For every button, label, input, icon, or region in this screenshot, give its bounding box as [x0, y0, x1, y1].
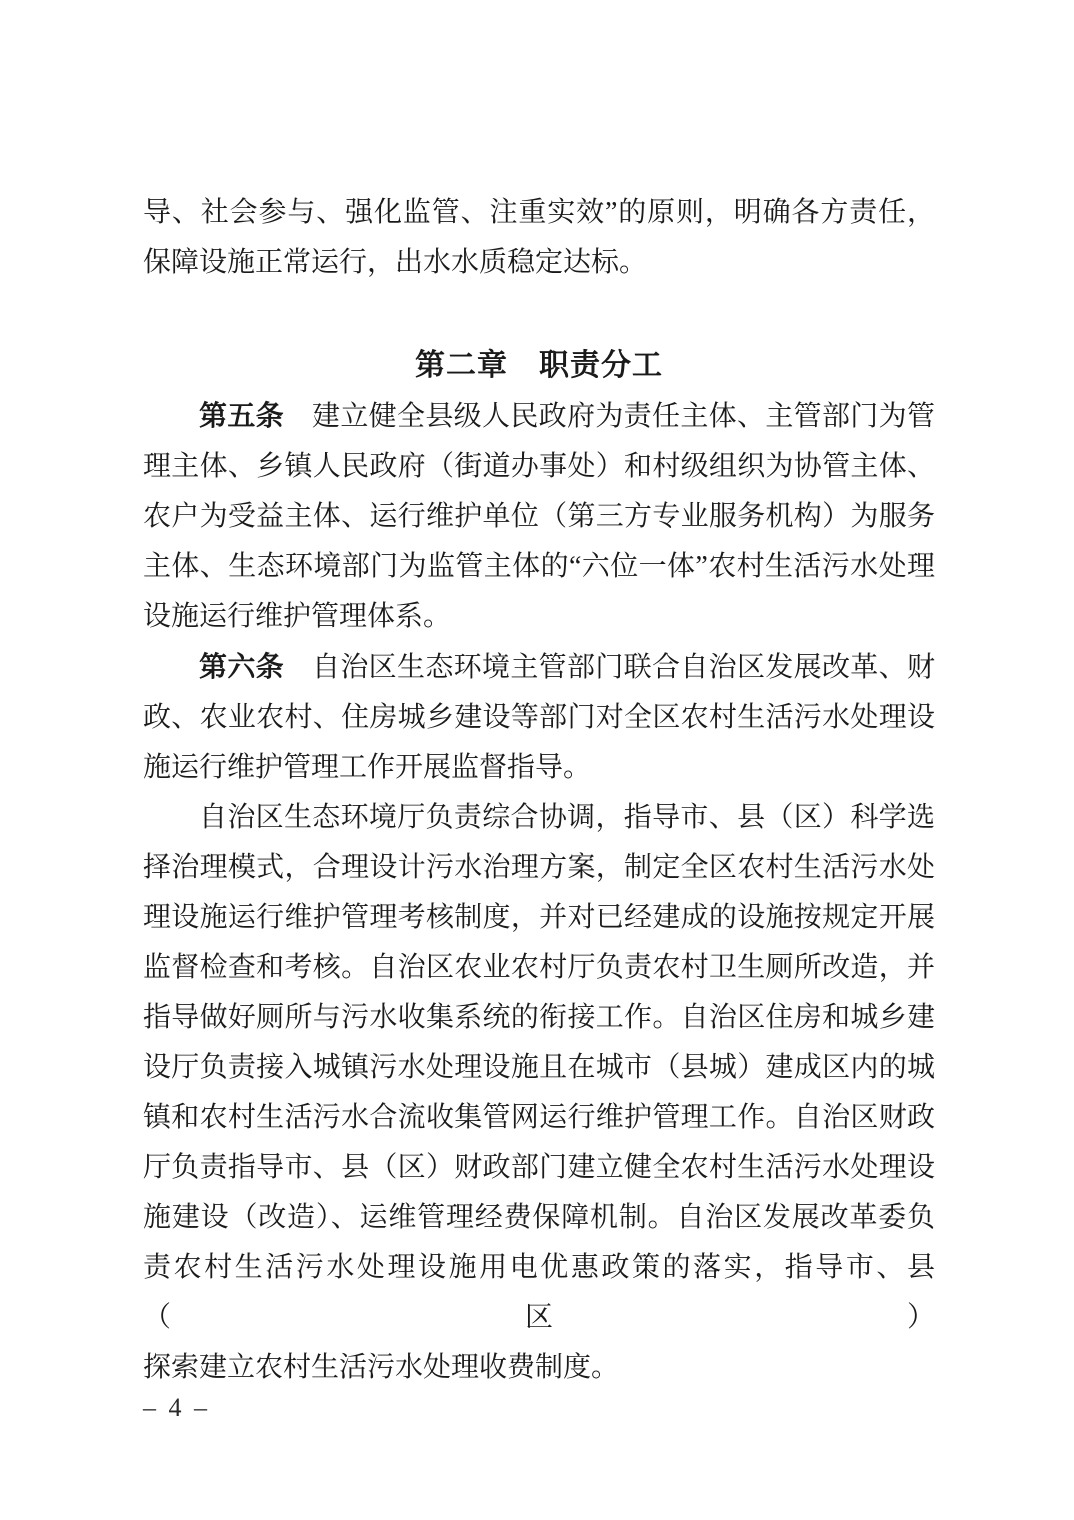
- duties-paragraph: [143, 793, 935, 1393]
- text-line: 施运行维护管理工作开展监督指导。: [143, 752, 592, 783]
- chapter-heading: 第二章 职责分工: [415, 349, 663, 382]
- text-line: 择治理模式，合理设计污水治理方案，制定全区农村生活污水处: [143, 852, 935, 883]
- text-line: 监督检查和考核。自治区农业农村厅负责农村卫生厕所改造，并: [143, 952, 935, 983]
- text-line: 理设施运行维护管理考核制度，并对已经建成的设施按规定开展: [143, 902, 935, 933]
- text-line: 镇和农村生活污水合流收集管网运行维护管理工作。自治区财政: [143, 1102, 935, 1133]
- text-line: 探索建立农村生活污水处理收费制度。: [143, 1352, 620, 1383]
- document-content: [143, 188, 935, 1393]
- article-5-first-text: 建立健全县级人民政府为责任主体、主管部门为管: [312, 401, 935, 432]
- article-6-paragraph: [143, 642, 935, 793]
- article-5-paragraph: [143, 391, 935, 642]
- article-5-first-line: [143, 391, 935, 442]
- page-number: – 4 –: [143, 1393, 210, 1422]
- text-line: 政、农业农村、住房城乡建设等部门对全区农村生活污水处理设: [143, 702, 935, 733]
- text-line: 施建设（改造）、运维管理经费保障机制。自治区发展改革委负: [143, 1202, 935, 1233]
- text-line: 指导做好厕所与污水收集系统的衔接工作。自治区住房和城乡建: [143, 1002, 935, 1033]
- text-line: 理主体、乡镇人民政府（街道办事处）和村级组织为协管主体、: [143, 451, 935, 482]
- article-5-label: 第五条: [199, 400, 284, 431]
- article-6-first-text: 自治区生态环境主管部门联合自治区发展改革、财: [312, 652, 935, 683]
- article-6-first-line: [143, 642, 935, 693]
- text-line: 农户为受益主体、运行维护单位（第三方专业服务机构）为服务: [143, 501, 935, 532]
- text-line: 设施运行维护管理体系。: [143, 601, 452, 632]
- text-line: 自治区生态环境厅负责综合协调，指导市、县（区）科学选: [199, 802, 935, 833]
- article-6-label: 第六条: [199, 651, 284, 682]
- text-line: 保障设施正常运行，出水水质稳定达标。: [143, 247, 648, 278]
- intro-continuation-paragraph: [143, 188, 935, 288]
- text-line: 主体、生态环境部门为监管主体的“六位一体”农村生活污水处理: [143, 551, 935, 582]
- text-line: 厅负责指导市、县（区）财政部门建立健全农村生活污水处理设: [143, 1152, 935, 1183]
- text-line: 责农村生活污水处理设施用电优惠政策的落实，指导市、县（区）: [143, 1252, 935, 1333]
- text-line: 导、社会参与、强化监管、注重实效”的原则，明确各方责任，: [143, 197, 935, 228]
- text-line: 设厅负责接入城镇污水处理设施且在城市（县城）建成区内的城: [143, 1052, 935, 1083]
